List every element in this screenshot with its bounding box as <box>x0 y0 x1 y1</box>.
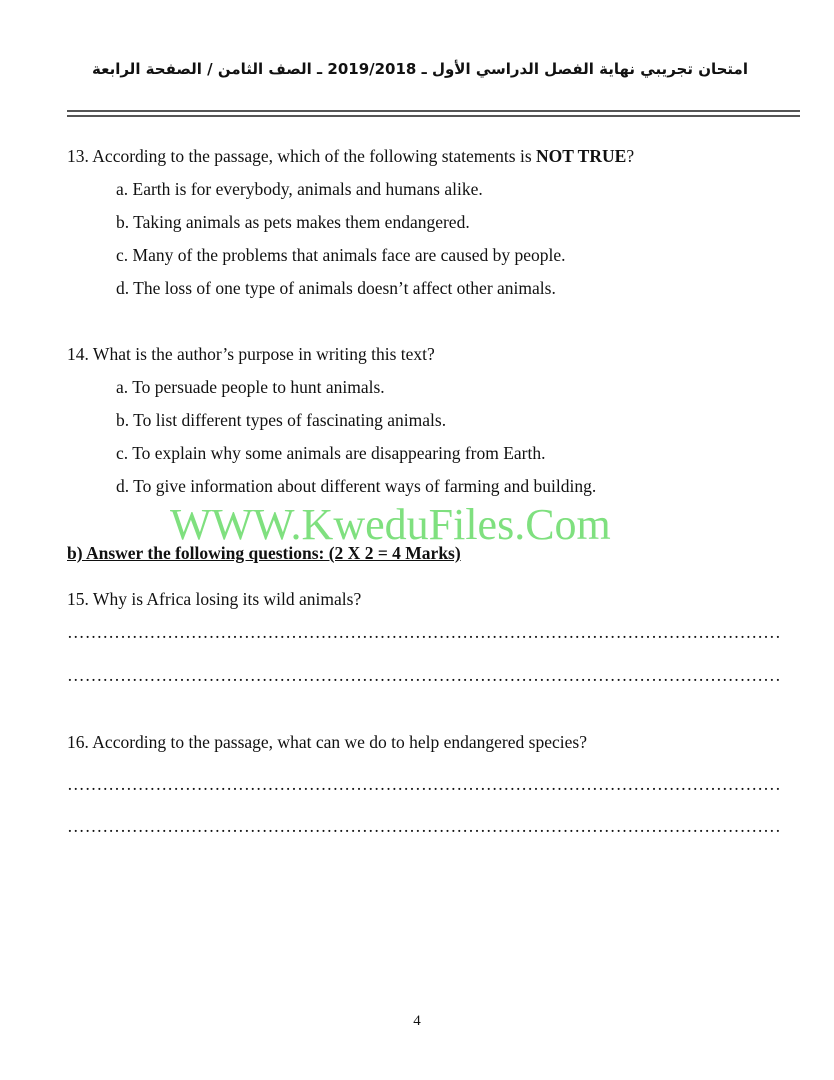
question-13-option-b: b. Taking animals as pets makes them endangered. <box>116 212 470 232</box>
section-b-title: b) Answer the following questions: (2 X 2 = 4 Marks) <box>67 543 461 563</box>
question-13-option-d: d. The loss of one type of animals doesn’t affect other animals. <box>116 278 556 298</box>
header-rule-bottom <box>67 115 800 117</box>
page-header: امتحان تجريبي نهاية الفصل الدراسي الأول ـ 2019/2018 ـ الصف الثامن / الصفحة الرابعة <box>92 60 748 78</box>
question-16: 16. According to the passage, what can we do to help endangered species? <box>67 732 587 752</box>
question-14-option-a: a. To persuade people to hunt animals. <box>116 377 385 397</box>
question-13-prefix: 13. According to the passage, which of the following statements is <box>67 146 537 166</box>
answer-line-15-1[interactable] <box>67 622 779 642</box>
question-13-suffix: ? <box>626 146 635 166</box>
question-13-option-a: a. Earth is for everybody, animals and humans alike. <box>116 179 483 199</box>
question-14-option-b: b. To list different types of fascinating animals. <box>116 410 447 430</box>
question-15: 15. Why is Africa losing its wild animals? <box>67 589 362 609</box>
question-13 <box>67 146 634 166</box>
header-rule-top <box>67 110 800 112</box>
answer-line-16-1[interactable] <box>67 774 779 794</box>
answer-line-16-2[interactable] <box>67 816 779 836</box>
question-14: 14. What is the author’s purpose in writing this text? <box>67 344 435 364</box>
question-13-emphasis: NOT TRUE <box>536 146 627 166</box>
question-13-option-c: c. Many of the problems that animals face are caused by people. <box>116 245 566 265</box>
answer-line-15-2[interactable] <box>67 665 779 685</box>
watermark: WWW.KweduFiles.Com <box>170 500 611 549</box>
question-14-option-c: c. To explain why some animals are disappearing from Earth. <box>116 443 546 463</box>
page-number: 4 <box>413 1013 421 1029</box>
question-14-option-d: d. To give information about different ways of farming and building. <box>116 476 597 496</box>
